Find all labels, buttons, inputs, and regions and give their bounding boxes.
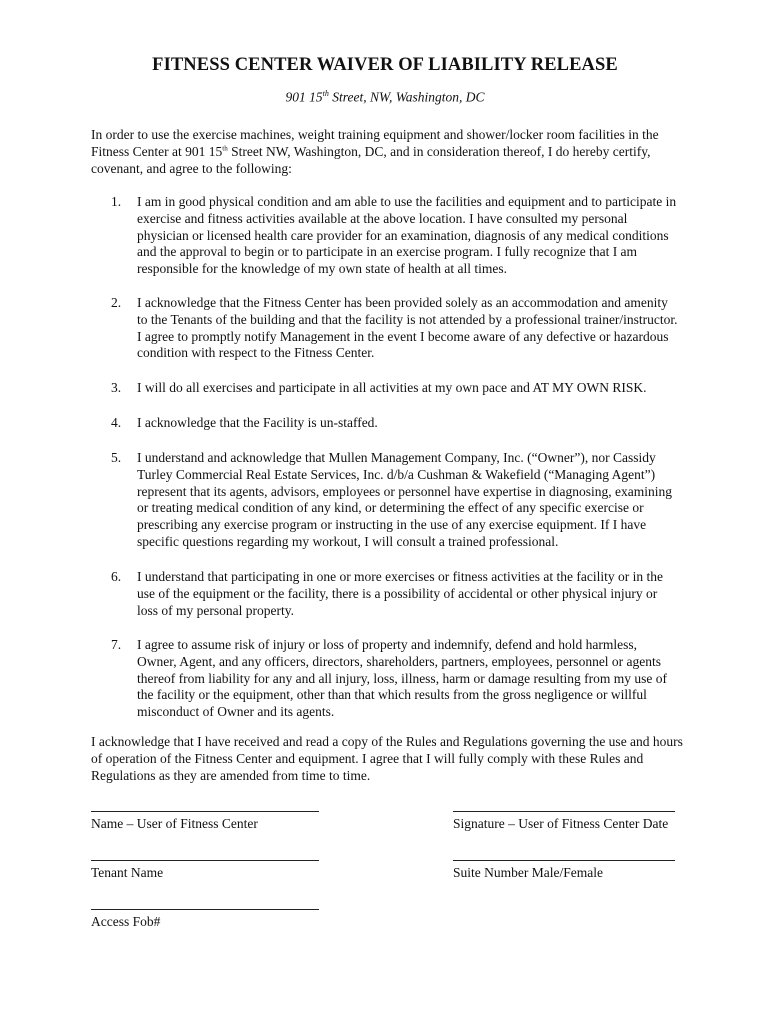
- address-suffix: Street, NW, Washington, DC: [328, 89, 485, 105]
- address-superscript: th: [322, 89, 329, 98]
- intro-paragraph: [91, 127, 691, 177]
- term-number: 2.: [111, 295, 122, 310]
- intro-before: In order to use the exercise machines, weight training equipment and shower/locker room facilities in the Fitness Center at 901 15: [91, 127, 659, 159]
- term-number: 7.: [111, 637, 122, 652]
- name-label: Name – User of Fitness Center: [91, 816, 258, 831]
- intro-superscript: th: [222, 144, 228, 153]
- tenant-label: Tenant Name: [91, 865, 164, 880]
- term-text: I understand that participating in one or more exercises or fitness activities at the facility or in the use of the equipment or the facility, there is a possibility of accidental or other physical injury or loss of my personal property.: [137, 569, 663, 618]
- term-text: I agree to assume risk of injury or loss of property and indemnify, defend and hold harmless, Owner, Agent, and any officers, directors, shareholders, partners, employees, personnel or agents thereof from liability for any and all injury, loss, illness, harm or damage resulting from my use of the facility or the equipment, other than that which results from the gross negligence or willful misconduct of Owner and its agents.: [137, 637, 668, 720]
- tenant-name-line[interactable]: [91, 860, 319, 861]
- term-text: I will do all exercises and participate in all activities at my own pace and AT MY OWN RISK.: [137, 380, 647, 395]
- term-number: 5.: [111, 450, 122, 465]
- term-number: 6.: [111, 569, 122, 584]
- term-number: 3.: [111, 380, 122, 395]
- document-address: [0, 89, 770, 106]
- suite-label: Suite Number Male/Female: [453, 865, 603, 880]
- closing-paragraph: I acknowledge that I have received and read a copy of the Rules and Regulations governing the use and hours of operation of the Fitness Center and equipment. I agree that I will fully comply with these Rules and Regulations as they are amended from time to time.: [91, 734, 683, 783]
- term-number: 4.: [111, 415, 122, 430]
- term-text: I acknowledge that the Facility is un-staffed.: [137, 415, 378, 430]
- term-text: I understand and acknowledge that Mullen Management Company, Inc. (“Owner”), nor Cassidy Turley Commercial Real Estate Services, Inc. d/b/a Cushman & Wakefield (“Managing Agent”) represent that its agents, advisors, employees or personnel have expertise in diagnosing, examining or treating medical condition of any kind, or determining the effect of any specific exercise or prescribing any exercise program or instructing in the use of any exercise equipment. If I have specific questions regarding my workout, I will consult a trained professional.: [137, 450, 672, 549]
- address-prefix: 901 15: [285, 89, 323, 105]
- name-signature-line[interactable]: [91, 811, 319, 812]
- access-fob-line[interactable]: [91, 909, 319, 910]
- signature-line[interactable]: [453, 811, 675, 812]
- intro-after: Street NW, Washington, DC, and in consideration thereof, I do hereby certify, covenant, and agree to the following:: [91, 143, 651, 176]
- access-fob-label: Access Fob#: [91, 914, 161, 929]
- signature-label: Signature – User of Fitness Center Date: [453, 816, 669, 831]
- term-text: I am in good physical condition and am able to use the facilities and equipment and to participate in exercise and fitness activities available at the above location. I have consulted my personal physician or licensed health care provider for an examination, diagnosis of any medical conditions and the approval to begin or to participate in an exercise program. I fully recognize that I am responsible for the knowledge of my own state of health at all times.: [137, 194, 677, 277]
- suite-number-line[interactable]: [453, 860, 675, 861]
- document-title: FITNESS CENTER WAIVER OF LIABILITY RELEASE: [152, 55, 618, 75]
- term-text: I acknowledge that the Fitness Center has been provided solely as an accommodation and amenity to the Tenants of the building and that the facility is not attended by a professional trainer/instructor. I agree to promptly notify Management in the event I become aware of any defective or hazardous condition with respect to the Fitness Center.: [137, 295, 678, 361]
- term-number: 1.: [111, 194, 122, 209]
